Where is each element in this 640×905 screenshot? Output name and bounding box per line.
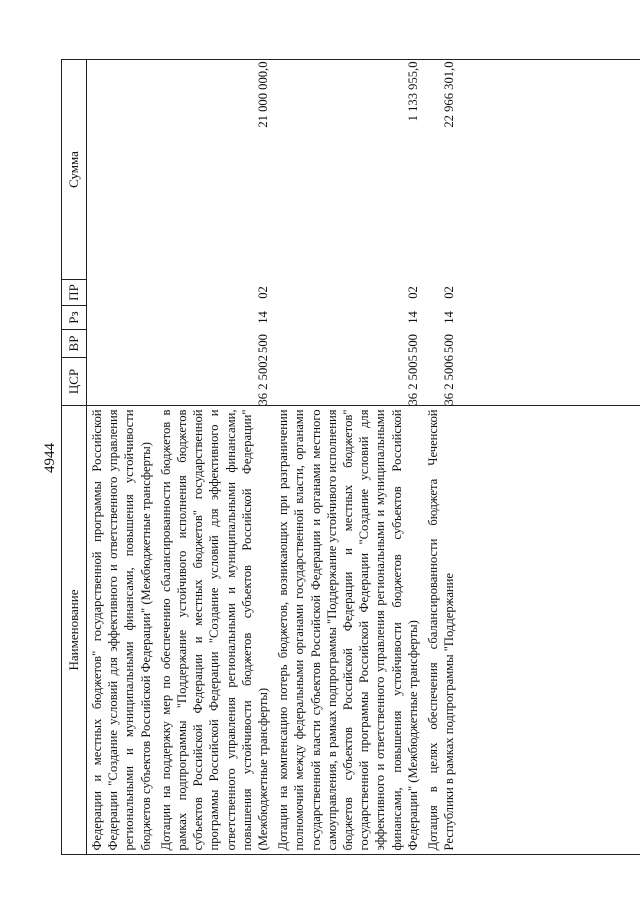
- row-name: Дотация в целях обеспечения сбалансированности бюджета Чеченской Республики в рамках подпрограммы "Поддержание: [426, 409, 457, 851]
- row-sum: 21 000 000,0: [256, 61, 271, 128]
- table-row: [154, 60, 271, 855]
- row-pr: 02: [405, 286, 420, 299]
- row-rz: [87, 306, 154, 330]
- row-name: Дотации на поддержку мер по обеспечению сбалансированности бюджетов в рамках подпрограммы "Поддержание устойчивого исполнения бюджетов субъектов Российской Федерации и местных бюджетов" государственной программы Российской Федерации "Создание условий для эффективного и ответственного управления региональными и муниципальными финансами, повышения устойчивости бюджетов субъектов Российской Федерации" (Межбюджетные трансферты): [158, 409, 271, 851]
- row-pr: 02: [442, 286, 457, 299]
- table-header-row: [62, 60, 87, 855]
- table-border-left: [85, 854, 640, 855]
- table-row: [271, 60, 421, 855]
- row-name: Дотации на компенсацию потерь бюджетов, возникающих при разграничении полномочий между федеральными органами государственной власти, органами государственной власти субъектов Российской Федерации и органами местного самоуправления, в рамках подпрограммы "Поддержание устойчивого исполнения бюджетов субъектов Российской Федерации и местных бюджетов" государственной программы Российской Федерации "Создание условий для эффективного и ответственного управления региональными и муниципальными финансами, повышения устойчивости бюджетов субъектов Российской Федерации" (Межбюджетные трансферты): [276, 409, 420, 851]
- row-pr: 02: [256, 286, 271, 299]
- table-row: [421, 60, 457, 855]
- page-number: 4944: [42, 443, 58, 473]
- row-sum: 1 133 955,0: [405, 61, 420, 122]
- row-name: Федерации и местных бюджетов" государственной программы Российской Федерации "Создание условий для эффективного и ответственного управления региональными и муниципальными финансами, повышения устойчивости бюджетов субъектов Российской Федерации" (Межбюджетные трансферты): [90, 409, 153, 851]
- row-csr: 36 2 5006: [442, 355, 457, 406]
- row-vr: [87, 330, 154, 358]
- header-rz: Рз: [62, 306, 87, 330]
- column-divider-name: [85, 405, 640, 406]
- row-csr: 36 2 5002: [256, 355, 271, 406]
- row-rz: 14: [442, 311, 457, 324]
- header-name: Наименование: [62, 406, 87, 855]
- row-rz: 14: [256, 311, 271, 324]
- header-vr: ВР: [62, 330, 87, 358]
- row-vr: 500: [405, 334, 420, 353]
- budget-table: [61, 59, 457, 855]
- header-pr: ПР: [62, 280, 87, 306]
- table-row: [87, 60, 154, 855]
- table-border-right: [85, 59, 640, 60]
- row-pr: [87, 280, 154, 306]
- row-sum: [87, 60, 154, 280]
- row-csr: 36 2 5005: [405, 355, 420, 406]
- row-sum: 22 966 301,0: [442, 61, 457, 128]
- row-vr: 500: [442, 334, 457, 353]
- row-vr: 500: [256, 334, 271, 353]
- header-sum: Сумма: [62, 60, 87, 280]
- row-csr: [87, 358, 154, 406]
- header-csr: ЦСР: [62, 358, 87, 406]
- row-rz: 14: [405, 311, 420, 324]
